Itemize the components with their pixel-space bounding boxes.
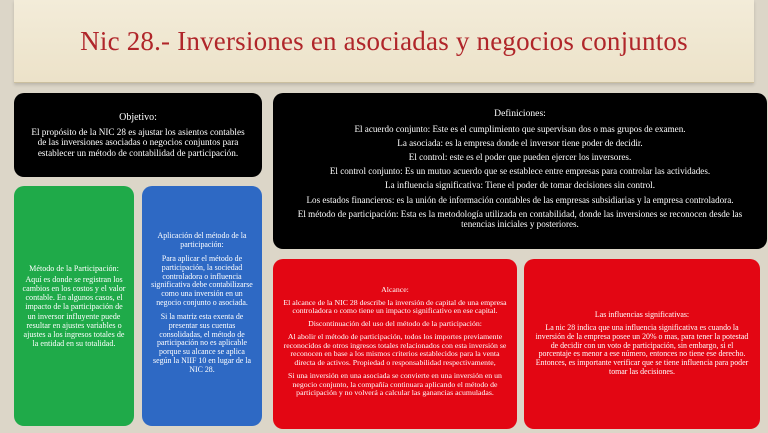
objetivo-heading: Objetivo: <box>119 111 157 123</box>
page-title: Nic 28.- Inversiones en asociadas y negocios conjuntos <box>80 25 688 56</box>
alcance-box <box>273 259 517 429</box>
alcance-heading: Alcance: <box>381 285 409 295</box>
definicion-item: La influencia significativa: Tiene el poder de tomar decisiones sin control. <box>385 180 655 191</box>
alcance-para-1: El alcance de la NIC 28 describe la inversión de capital de una empresa controladora o como tiene un impacto significativo en ese capital. <box>283 297 507 316</box>
objetivo-box <box>14 93 262 177</box>
alcance-para-3: Si una inversión en una asociada se convierte en una inversión en un negocio conjunto, la compañía continuara aplicando el método de participación y no volverá a calcular las ganancias acumuladas. <box>288 370 502 398</box>
definicion-item: El control: este es el poder que pueden ejercer los inversores. <box>408 152 632 163</box>
metodo-participacion-box <box>14 186 134 426</box>
definiciones-heading: Definiciones: <box>494 107 546 119</box>
discontinuacion-heading: Discontinuación del uso del método de la participación: <box>308 319 482 329</box>
definicion-item: La asociada: es la empresa donde el inversor tiene poder de decidir. <box>397 137 643 148</box>
influencias-text: La nic 28 indica que una influencia significativa es cuando la inversión de la empresa posee un 20% o mas, para tener la potestad de decidir con un voto de participación, sin embargo, si el porcentaje es menor a ese número, entonces no tiene ese derecho. Entonces, es importante verificar que se tiene influencia para poder tomar las decisiones. <box>535 322 749 377</box>
definicion-item: Los estados financieros: es la unión de información contables de las empresas subsidiarias y la empresa controladora. <box>306 194 734 205</box>
metodo-text: Aquí es donde se registran los cambios en los costos y el valor contable. En algunos casos, el impacto de la participación de un inversor influyente puede resultar en ajustes variables o ajustes a los ingresos totales de la entidad en su totalidad. <box>22 275 126 348</box>
objetivo-text: El propósito de la NIC 28 es ajustar los asientos contables de las inversiones asociadas o negocios conjuntos para establecer un método de contabilidad de participación. <box>31 127 245 158</box>
definicion-item: El acuerdo conjunto: Este es el cumplimiento que supervisan dos o mas grupos de examen. <box>354 123 686 134</box>
influencias-box <box>524 259 760 429</box>
aplicacion-para-2: Si la matriz esta exenta de presentar sus cuentas consolidadas, el método de participación no es aplicable porque su alcance se aplica según la NIIF 10 en lugar de la NIC 28. <box>153 311 251 374</box>
aplicacion-metodo-box <box>142 186 262 426</box>
definicion-item: El control conjunto: Es un mutuo acuerdo que se establece entre empresas para controlar las actividades. <box>329 166 711 177</box>
metodo-heading: Método de la Participación: <box>29 264 119 274</box>
aplicacion-para-1: Para aplicar el método de participación, la sociedad controladora o influencia significativa debe contabilizarse como una inversión en un negocio conjunto o asociada. <box>151 253 253 308</box>
title-banner <box>14 0 754 83</box>
definiciones-box <box>273 93 767 249</box>
influencias-heading: Las influencias significativas: <box>594 310 690 320</box>
aplicacion-heading: Aplicación del método de la participación: <box>157 231 247 250</box>
definicion-item: El método de participación: Esta es la metodología utilizada en contabilidad, donde las inversiones se reconocen desde las tenencias iniciales y posteriores. <box>297 208 743 229</box>
alcance-para-2: Al abolir el método de participación, todos los importes previamente reconocidos de otros ingresos totales relacionados con esta inversión se reconocen en base a los mismos criterios establecidos para la venta directa de activos. Propiedad o responsabilidad respectivamente, <box>283 331 507 368</box>
